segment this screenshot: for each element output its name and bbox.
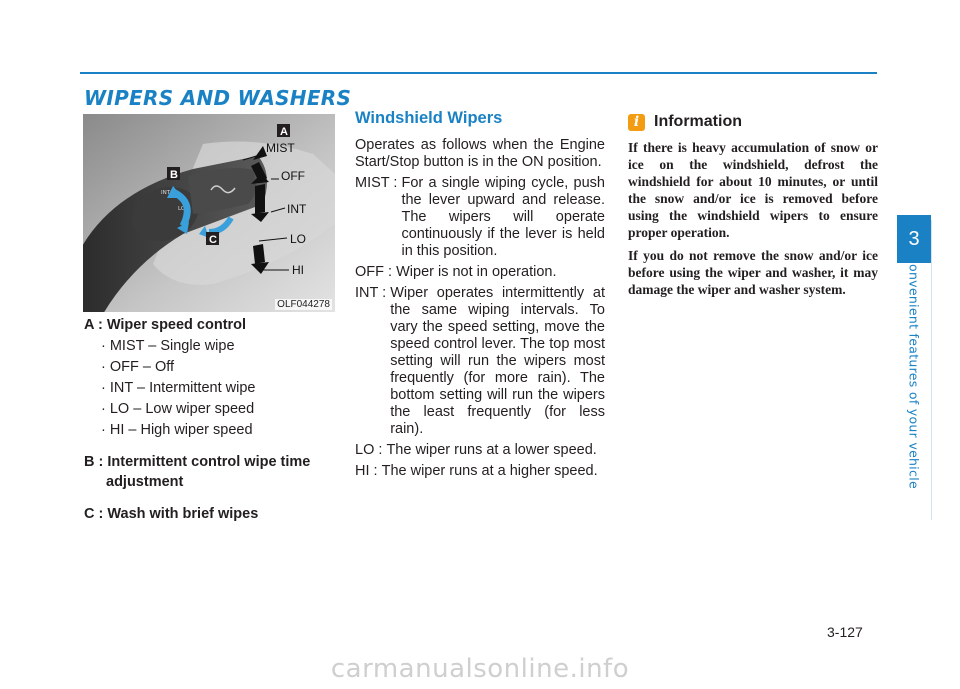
page-number: 3-127	[827, 624, 863, 640]
wiper-mode-text: Wiper is not in operation.	[396, 264, 557, 280]
label-int: INT	[287, 202, 307, 216]
legend-a-item: · MIST – Single wipe	[101, 338, 235, 354]
figure-code: OLF044278	[277, 299, 330, 310]
windshield-intro: Operates as follows when the Engine Start/Stop button is in the ON position.	[355, 137, 605, 170]
label-c: C	[209, 234, 217, 246]
sidebar-divider	[931, 220, 932, 520]
information-title: Information	[654, 113, 742, 130]
chapter-title: Convenient features of your vehicle	[906, 254, 922, 489]
legend-a-item: · INT – Intermittent wipe	[101, 380, 256, 396]
wiper-mode-label: OFF :	[355, 264, 397, 280]
figure-legend	[84, 315, 344, 524]
legend-a-item: · HI – High wiper speed	[101, 422, 253, 438]
wiper-mode-item	[355, 264, 605, 281]
label-mist: MIST	[266, 141, 295, 155]
information-box	[628, 113, 878, 304]
ring-text-hi: HI	[183, 216, 189, 222]
label-lo: LO	[290, 232, 307, 246]
wiper-mode-item	[355, 463, 605, 480]
information-paragraph: If you do not remove the snow and/or ice before using the wiper and washer, it may damage the wiper and washer system.	[628, 248, 878, 297]
wiper-mode-item	[355, 175, 605, 260]
label-a: A	[280, 126, 288, 138]
section-title: WIPERS AND WASHERS	[84, 86, 352, 110]
wiper-mode-text: The wiper runs at a higher speed.	[381, 463, 598, 479]
legend-c-term: C : Wash with brief wipes	[84, 506, 259, 522]
windshield-wipers-section	[355, 110, 605, 484]
legend-a-item: · OFF – Off	[101, 359, 175, 375]
ring-text-int: INT	[161, 190, 171, 196]
label-off: OFF	[281, 169, 305, 183]
information-paragraph: If there is heavy accumulation of snow or ice on the windshield, defrost the windshield for about 10 minutes, or until the snow and/or ice is removed before using the windshield wipers to ensure proper operation.	[628, 140, 878, 240]
wiper-mode-text: For a single wiping cycle, push the lever upward and release. The wipers will operate continuously if the lever is held in this position.	[401, 175, 605, 259]
wiper-mode-text: The wiper runs at a lower speed.	[386, 442, 597, 458]
windshield-heading: Windshield Wipers	[355, 109, 503, 127]
wiper-lever-illustration	[83, 114, 335, 312]
watermark: carmanualsonline.info	[330, 654, 630, 684]
wiper-lever-figure	[83, 114, 335, 312]
wiper-mode-label: MIST :	[355, 175, 402, 191]
info-icon: i	[628, 114, 645, 131]
wiper-mode-item	[355, 285, 605, 438]
label-hi: HI	[292, 263, 304, 277]
legend-a-term: A : Wiper speed control	[84, 317, 247, 333]
top-rule	[80, 72, 877, 74]
legend-b-term: B : Intermittent control wipe time adjustment	[84, 454, 311, 490]
wiper-mode-label: INT :	[355, 285, 391, 301]
wiper-mode-text: Wiper operates intermittently at the same wiping intervals. To vary the speed setting, move the speed control lever. The top most setting will run the wipers most frequently (for more rain). The bottom setting will run the wipers the least frequently (for less rain).	[390, 285, 605, 437]
label-b: B	[170, 169, 178, 181]
legend-a-item: · LO – Low wiper speed	[101, 401, 255, 417]
chapter-tab: 3	[897, 215, 931, 263]
wiper-mode-label: HI :	[355, 463, 382, 479]
wiper-mode-label: LO :	[355, 442, 387, 458]
ring-text-lo: LO	[178, 206, 186, 212]
wiper-mode-item	[355, 442, 605, 459]
information-header	[628, 113, 878, 131]
